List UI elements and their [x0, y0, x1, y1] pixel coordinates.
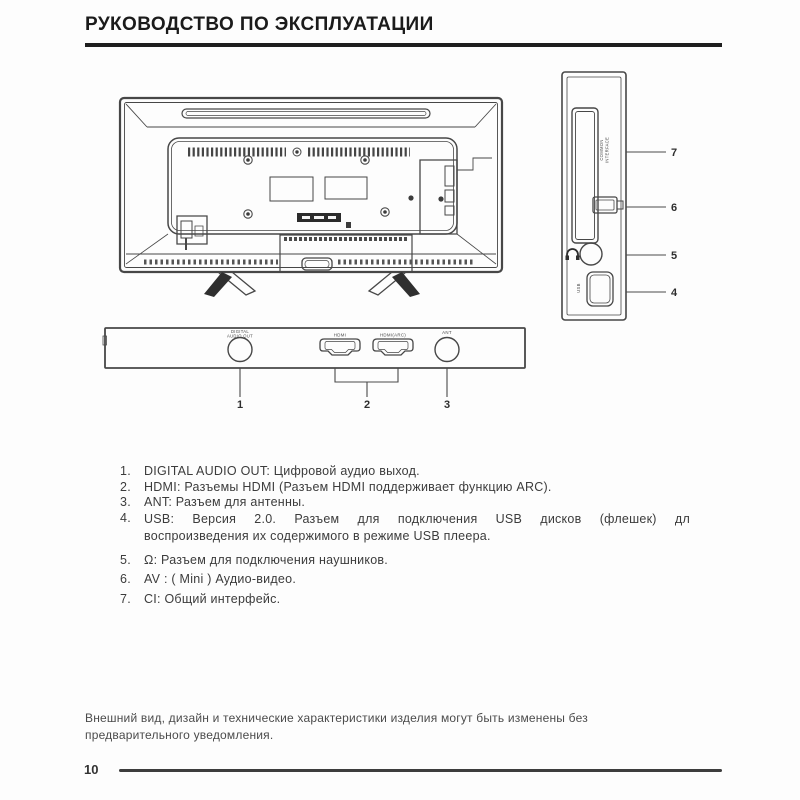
- list-item: [120, 495, 690, 511]
- digital-audio-label-line1: DIGITAL: [230, 329, 250, 334]
- side-callouts: [626, 152, 666, 292]
- footer-rule: [119, 769, 722, 772]
- bottom-callouts: [240, 369, 447, 398]
- callout-5: 5: [670, 250, 678, 262]
- disclaimer: [85, 710, 730, 744]
- title-underline: [85, 43, 722, 47]
- hdmi-port-1: [320, 333, 360, 356]
- callout-7: 7: [670, 147, 678, 159]
- list-item-number: 2.: [120, 479, 131, 494]
- ci-slot-label-line1: COMMON: [599, 139, 604, 161]
- bottom-panel-diagram: [103, 326, 533, 414]
- page-number: 10: [84, 762, 99, 777]
- ant-port: [435, 330, 459, 362]
- list-item: [120, 553, 690, 569]
- list-item-text-line2: воспроизведения их содержимого в режиме USB плеера.: [144, 529, 491, 543]
- usb-bottom-connector: [576, 272, 613, 306]
- bottom-speaker-band: [126, 235, 496, 272]
- ant-label: ANT: [442, 330, 452, 335]
- list-item-text: [144, 511, 690, 546]
- callout-4: 4: [670, 287, 678, 299]
- callout-2: 2: [363, 399, 371, 411]
- hdmi-label: HDMI: [333, 332, 347, 338]
- connector-recess-right: [420, 158, 492, 234]
- screw-holes: [244, 156, 444, 228]
- list-item-number: 1.: [120, 464, 131, 478]
- list-item-text: HDMI: Разъемы HDMI (Разъем HDMI поддерживает функцию ARC).: [144, 479, 552, 494]
- callout-3: 3: [443, 399, 451, 411]
- list-item-number: 3.: [120, 495, 131, 509]
- list-item-text-line1: USB: Версия 2.0. Разъем для подключения USB дисков (флешек) дл: [144, 511, 690, 526]
- list-item-number: 4.: [120, 510, 131, 525]
- list-item: [120, 464, 690, 480]
- list-item-text: DIGITAL AUDIO OUT: Цифровой аудио выход.: [144, 464, 420, 478]
- port-legend-list: [120, 464, 690, 607]
- power-inlet-recess: [177, 216, 207, 250]
- list-item-text: CI: Общий интерфейс.: [144, 591, 281, 606]
- hdmi-arc-port: [373, 333, 413, 356]
- tv-top-handle-slot: [182, 109, 430, 118]
- digital-audio-out-port: [227, 329, 253, 362]
- tv-stand-right: [369, 272, 420, 297]
- callout-6: 6: [670, 202, 678, 214]
- list-item-number: 5.: [120, 552, 131, 567]
- list-item: [120, 480, 690, 496]
- list-item-text: ANT: Разъем для антенны.: [144, 495, 306, 509]
- callout-1: 1: [236, 399, 244, 411]
- list-item: [120, 592, 690, 608]
- list-item-text: Ω: Разъем для подключения наушников.: [144, 552, 389, 567]
- ventilation-slots: [188, 148, 410, 156]
- digital-audio-label-line2: AUDIO OUT: [227, 333, 253, 339]
- tv-rear-diagram: [118, 96, 508, 311]
- ci-slot-label-line2: INTERFACE: [604, 136, 610, 164]
- side-panel-diagram: [560, 70, 695, 322]
- list-item-number: 7.: [120, 591, 131, 606]
- disclaimer-line2: предварительного уведомления.: [85, 728, 274, 742]
- ci-slot: [572, 108, 610, 243]
- usb-connector-label: USB: [576, 283, 581, 293]
- hdmi-arc-label: HDMI(ARC): [379, 332, 407, 338]
- bottom-panel-outline: [105, 328, 525, 368]
- rating-stickers: [270, 177, 367, 222]
- page-title: РУКОВОДСТВО ПО ЭКСПЛУАТАЦИИ: [85, 14, 434, 35]
- list-item: [120, 511, 690, 546]
- list-item-text: AV : ( Mini ) Аудио-видео.: [144, 572, 297, 586]
- disclaimer-line1: Внешний вид, дизайн и технические характеристики изделия могут быть изменены без: [85, 711, 588, 725]
- list-item: [120, 572, 690, 588]
- headphone-jack: [566, 243, 603, 265]
- list-item-number: 6.: [120, 572, 131, 586]
- tv-stand-left: [204, 272, 255, 297]
